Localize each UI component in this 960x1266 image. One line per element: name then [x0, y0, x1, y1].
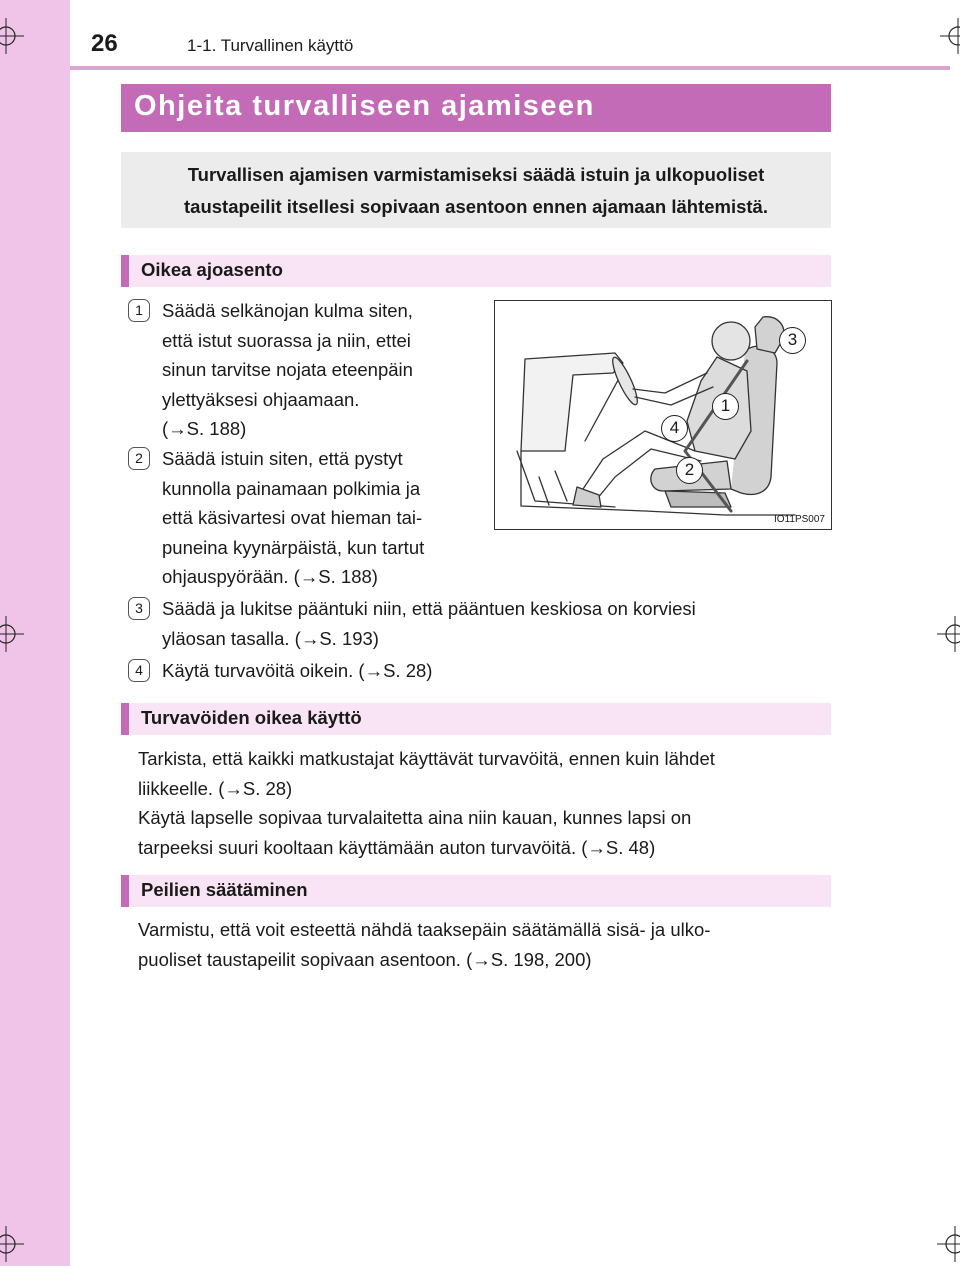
callout-2: 2: [676, 457, 703, 484]
list-item-text: Säädä selkänojan kulma siten, että istut suorassa ja niin, ettei sinun tarvitse nojata eteenpäin ylettyäksesi ohjaamaan. (→S. 188): [162, 300, 413, 439]
figure-code: IO11PS007: [774, 514, 825, 525]
subhead-mirror-adjustment: Peilien säätäminen: [121, 875, 831, 907]
header-divider: [70, 66, 950, 70]
crop-mark-top-right: [940, 18, 960, 54]
driving-position-illustration: [494, 300, 832, 530]
number-badge: 3: [128, 597, 150, 620]
page-number: 26: [91, 30, 118, 57]
subhead-seatbelt-usage: Turvavöiden oikea käyttö: [121, 703, 831, 735]
crop-mark-bottom-left: [0, 1226, 24, 1262]
mirror-paragraph: Varmistu, että voit esteettä nähdä taaksepäin säätämällä sisä- ja ulko- puoliset taustapeilit sopivaan asentoon. (→S. 198, 200): [138, 919, 711, 970]
list-item-text: Käytä turvavöitä oikein. (→S. 28): [162, 660, 433, 681]
page-title: Ohjeita turvalliseen ajamiseen: [121, 84, 831, 132]
crop-mark-bottom-right: [937, 1226, 960, 1262]
callout-4: 4: [661, 415, 688, 442]
subhead-correct-driving-position: Oikea ajoasento: [121, 255, 831, 287]
crop-mark-top-left: [0, 18, 24, 54]
intro-line: Turvallisen ajamisen varmistamiseksi säädä istuin ja ulkopuoliset: [187, 164, 765, 185]
crop-mark-middle-left: [0, 616, 24, 652]
seatbelt-paragraph: Tarkista, että kaikki matkustajat käyttävät turvavöitä, ennen kuin lähdet liikkeelle. (→S. 28) Käytä lapselle sopivaa turvalaitetta aina niin kauan, kunnes lapsi on tarpeeksi suuri kooltaan käyttämään auton turvavöitä. (→S. 48): [138, 748, 715, 858]
number-badge: 2: [128, 447, 150, 470]
number-badge: 1: [128, 299, 150, 322]
list-item-text: Säädä istuin siten, että pystyt kunnolla painamaan polkimia ja että käsivartesi ovat hieman tai- puneina kyynärpäistä, kun tartut ohjauspyörään. (→S. 188): [162, 448, 425, 587]
intro-line: taustapeilit itsellesi sopivaan asentoon ennen ajamaan lähtemistä.: [184, 196, 768, 217]
section-label: 1-1. Turvallinen käyttö: [187, 36, 354, 55]
list-item-text: Säädä ja lukitse pääntuki niin, että pääntuen keskiosa on korviesi yläosan tasalla. (→S. 193): [162, 598, 696, 649]
callout-3: 3: [779, 327, 806, 354]
callout-1: 1: [712, 393, 739, 420]
number-badge: 4: [128, 659, 150, 682]
intro-box: [121, 152, 831, 228]
crop-mark-middle-right: [937, 616, 960, 652]
